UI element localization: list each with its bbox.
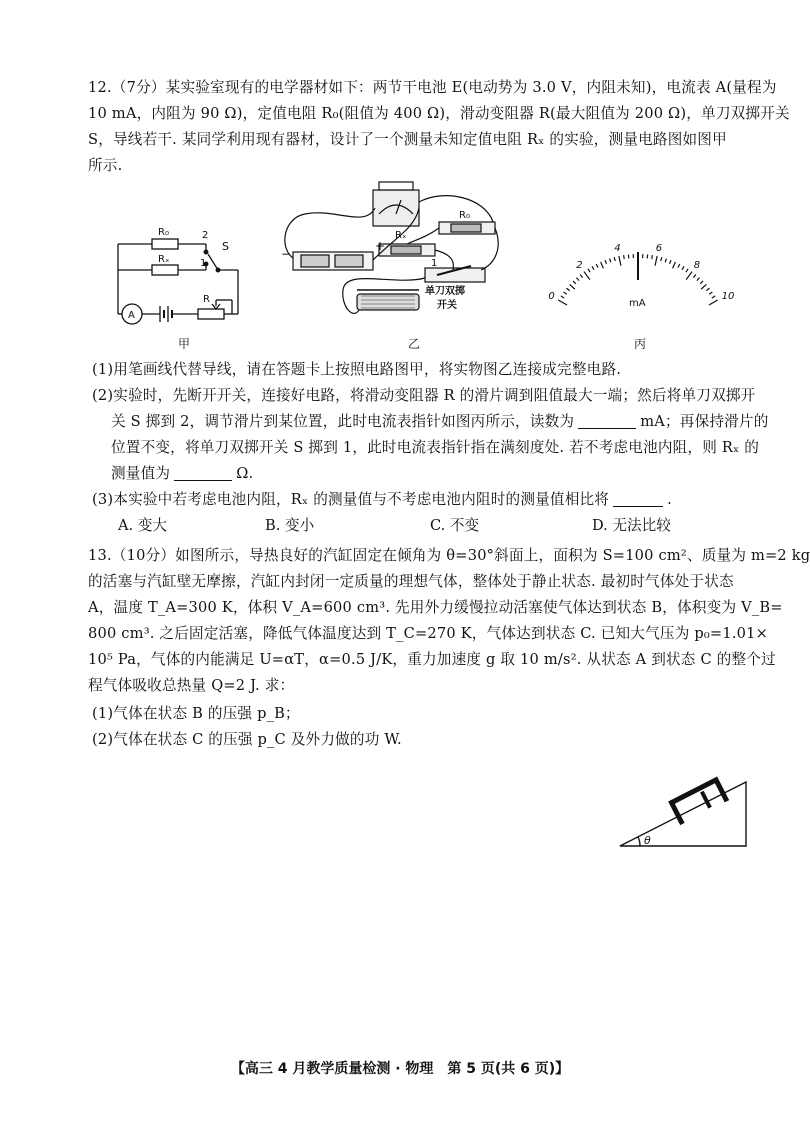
label-r: R [203, 294, 210, 305]
incline-wedge [620, 782, 746, 846]
meter-tick [588, 269, 590, 272]
meter-tick-label: 8 [693, 260, 701, 272]
ammeter-top [379, 182, 413, 190]
wire [285, 208, 375, 258]
rx-body [391, 246, 421, 254]
meter-tick [596, 264, 598, 268]
answer-blank-compare[interactable] [613, 491, 663, 507]
page-footer: 【高三 4 月教学质量检测 · 物理 第 5 页(共 6 页)】 [230, 1061, 570, 1077]
answer-blank-reading[interactable] [578, 413, 636, 429]
meter-tick [614, 257, 615, 261]
option-c: C. 不变 [430, 517, 480, 534]
q12-sub2-line-4 [111, 464, 253, 484]
q13-stem-line-5: 10⁵ Pa，气体的内能满足 U=αT，α=0.5 J/K，重力加速度 g 取 10 m/s². 从状态 A 到状态 C 的整个过 [88, 651, 776, 668]
meter-tick [584, 272, 590, 280]
meter-tick [678, 264, 680, 268]
caption-yi: 乙 [408, 337, 421, 351]
meter-tick [573, 281, 576, 284]
meter-tick [580, 275, 583, 278]
meter-tick [682, 266, 684, 269]
q12-sub3-text: (3)本实验中若考虑电池内阻，Rₓ 的测量值与不考虑电池内阻时的测量值相比将 [92, 491, 610, 508]
meter-tick [693, 275, 696, 278]
q13-stem-line-1: 13.（10分）如图所示，导热良好的汽缸固定在倾角为 θ=30°斜面上，面积为 S=100 cm²、质量为 m=2 kg [88, 547, 810, 564]
q13-stem-line-2: 的活塞与汽缸壁无摩擦，汽缸内封闭一定质量的理想气体，整体处于静止状态. 最初时气体处于状态 [88, 573, 734, 590]
q12-stem-line-3: S，导线若干. 某同学利用现有器材，设计了一个测量未知定值电阻 Rₓ 的实验，测量电路图如图甲 [88, 131, 727, 148]
q13-sub1: (1)气体在状态 B 的压强 p_B； [92, 705, 300, 722]
label-rx: Rₓ [395, 230, 407, 241]
q12-sub2-text-d: Ω. [236, 465, 254, 482]
r0-resistor [152, 239, 178, 249]
ammeter-device [373, 190, 419, 226]
meter-tick-label: 0 [548, 291, 555, 302]
meter-unit: mA [629, 298, 646, 309]
q12-stem-line-2: 10 mA，内阻为 90 Ω)，定值电阻 R₀(阻值为 400 Ω)，滑动变阻器 R(最大阻值为 200 Ω)，单刀双掷开关 [88, 105, 790, 122]
option-b: B. 变小 [265, 517, 315, 534]
q12-sub2-line-2 [111, 412, 769, 432]
meter-tick [561, 296, 564, 298]
answer-blank-rx[interactable] [174, 465, 232, 481]
meter-tick [670, 260, 671, 264]
ammeter-dial-bing [548, 228, 735, 318]
meter-tick [619, 256, 621, 266]
q12-sub3-end: . [667, 491, 672, 508]
q12-sub2-line-1: (2)实验时，先断开开关，连接好电路，将滑动变阻器 R 的滑片调到阻值最大一端；然后将单刀双掷开 [92, 387, 756, 404]
meter-tick [610, 259, 611, 263]
q12-sub3-line [92, 490, 672, 510]
label-r0: R₀ [459, 210, 470, 221]
q12-sub2-text-b: mA；再保持滑片的 [640, 413, 769, 430]
switch-blade [208, 254, 218, 270]
label-terminal-1: 1 [200, 258, 207, 269]
q12-sub2-line-3: 位置不变，将单刀双掷开关 S 掷到 1，此时电流表指针指在满刻度处. 若不考虑电池内阻，则 Rₓ 的 [111, 439, 760, 456]
battery-cell-1 [301, 255, 329, 267]
rheostat [198, 309, 224, 319]
circuit-diagram-jia [108, 222, 258, 342]
wire [435, 250, 453, 270]
r0-body [451, 224, 481, 232]
terminal-2 [204, 250, 208, 254]
meter-tick [576, 278, 579, 281]
meter-tick [712, 296, 715, 298]
rx-resistor [152, 265, 178, 275]
caption-jia: 甲 [178, 337, 191, 351]
meter-tick [605, 260, 606, 264]
apparatus-diagram-yi [275, 178, 505, 328]
meter-tick [686, 272, 692, 280]
label-switch-s: S [222, 240, 229, 253]
label-spdt-1: 单刀双掷 [425, 286, 465, 297]
label-plus: + [375, 239, 386, 253]
meter-tick [570, 284, 575, 289]
meter-tick [709, 292, 712, 294]
meter-tick-label: 6 [655, 243, 663, 255]
meter-label-group [548, 243, 734, 302]
meter-tick [709, 300, 718, 305]
option-d: D. 无法比较 [592, 517, 671, 534]
meter-tick [564, 292, 567, 294]
q13-stem-line-3: A，温度 T_A=300 K，体积 V_A=600 cm³. 先用外力缓慢拉动活塞使气体达到状态 B，体积变为 V_B= [88, 599, 783, 616]
label-minus: − [281, 247, 292, 261]
meter-tick [558, 300, 567, 305]
label-spdt-2: 开关 [437, 300, 457, 311]
meter-tick [706, 288, 709, 291]
theta-label: θ [644, 834, 651, 847]
meter-tick [601, 262, 604, 268]
q13-sub2: (2)气体在状态 C 的压强 p_C 及外力做的功 W. [92, 731, 402, 748]
label-terminal-1: 1 [431, 258, 438, 269]
meter-tick [697, 278, 700, 281]
battery-cell-2 [335, 255, 363, 267]
label-terminal-2: 2 [202, 230, 209, 241]
wire [419, 196, 493, 222]
meter-tick [673, 262, 676, 268]
meter-tick [700, 281, 703, 284]
wire [407, 228, 439, 244]
q12-sub2-text-c: 测量值为 [111, 465, 171, 482]
meter-tick [567, 288, 570, 291]
meter-tick-label: 2 [576, 260, 583, 272]
q12-sub2-text-a: 关 S 掷到 2，调节滑片到某位置，此时电流表指针如图丙所示，读数为 [111, 413, 575, 430]
meter-tick-label: 4 [614, 243, 621, 255]
meter-tick-label: 10 [721, 291, 735, 302]
meter-tick [652, 255, 653, 259]
cylinder-incline-diagram [612, 772, 752, 852]
q12-stem-line-4: 所示. [88, 157, 123, 174]
meter-tick [655, 256, 657, 266]
q12-stem-line-1: 12.（7分）某实验室现有的电学器材如下：两节干电池 E(电动势为 3.0 V，内阻未知)，电流表 A(量程为 [88, 79, 777, 96]
option-a: A. 变大 [118, 517, 168, 534]
q12-sub1: (1)用笔画线代替导线，请在答题卡上按照电路图甲，将实物图乙连接成完整电路. [92, 361, 622, 378]
q13-stem-line-6: 程气体吸收总热量 Q=2 J. 求： [88, 677, 295, 694]
meter-tick [592, 266, 594, 269]
meter-tick [701, 284, 706, 289]
meter-tick [661, 257, 662, 261]
label-ammeter: A [128, 310, 135, 321]
meter-tick [624, 255, 625, 259]
meter-tick [686, 269, 688, 272]
q13-stem-line-4: 800 cm³. 之后固定活塞，降低气体温度达到 T_C=270 K，气体达到状态 C. 已知大气压为 p₀=1.01× [88, 625, 769, 642]
meter-tick [665, 259, 666, 263]
label-r0: R₀ [158, 227, 169, 238]
caption-bing: 丙 [634, 337, 647, 351]
label-rx: Rₓ [158, 254, 170, 265]
